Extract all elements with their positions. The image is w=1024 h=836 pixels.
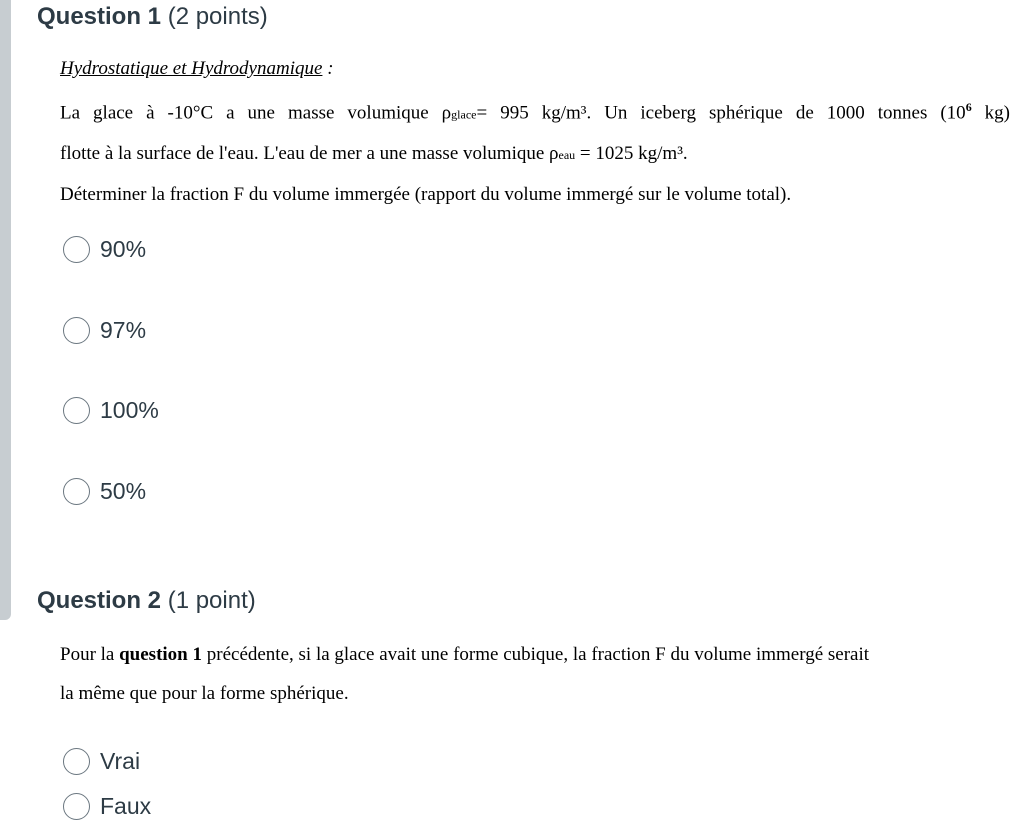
q2-text-bold: question 1 xyxy=(119,644,202,665)
question-1-topic-suffix: : xyxy=(322,58,334,79)
question-1-line-3: Déterminer la fraction F du volume immergée (rapport du volume immergé sur le volume total). xyxy=(60,184,792,206)
q1-line1-part-c: kg) xyxy=(971,102,1011,124)
option-label: Faux xyxy=(100,793,152,819)
q1-option-97[interactable] xyxy=(63,317,146,344)
question-2-title: Question 2 xyxy=(37,587,162,614)
q2-option-faux[interactable] xyxy=(63,793,151,820)
question-1-topic: Hydrostatique et Hydrodynamique xyxy=(60,58,323,79)
radio-button[interactable] xyxy=(63,478,90,505)
question-1-line-2 xyxy=(60,134,1010,175)
question-1-points: (2 points) xyxy=(167,3,268,30)
radio-button[interactable] xyxy=(63,793,90,820)
question-2-points: (1 point) xyxy=(167,587,256,614)
q1-option-90[interactable] xyxy=(63,236,146,263)
radio-button[interactable] xyxy=(63,748,90,775)
question-1-topic-line xyxy=(60,49,1010,88)
q1-line2-part-b: = 1025 kg/m³. xyxy=(575,143,688,165)
question-2-text xyxy=(60,635,1010,713)
q1-option-100[interactable] xyxy=(63,397,159,424)
question-2-line-1 xyxy=(60,635,1010,674)
q1-line2-part-a: flotte à la surface de l'eau. L'eau de mer a une masse volumique ρ xyxy=(60,143,559,165)
scrollbar[interactable] xyxy=(0,0,11,620)
q2-text-part-b: précédente, si la glace avait une forme cubique, la fraction F du volume immergé serait xyxy=(202,644,870,665)
q1-rho-eau-sub: eau xyxy=(558,148,576,163)
option-label: 90% xyxy=(100,236,147,262)
q1-option-50[interactable] xyxy=(63,478,146,505)
q2-text-part-a: Pour la xyxy=(60,644,120,665)
question-2-header xyxy=(37,587,256,615)
option-label: 97% xyxy=(100,317,147,343)
question-1-title: Question 1 xyxy=(37,3,162,30)
q1-exponent: 6 xyxy=(965,100,972,114)
question-1-header xyxy=(37,3,268,31)
radio-button[interactable] xyxy=(63,236,90,263)
q1-rho-glace-sub: glace xyxy=(451,107,477,122)
question-2-line-2: la même que pour la forme sphérique. xyxy=(60,683,349,704)
question-1-line-1 xyxy=(60,88,1010,134)
option-label: Vrai xyxy=(100,748,141,774)
option-label: 50% xyxy=(100,478,147,504)
q1-line1-part-a: La glace à -10°C a une masse volumique ρ xyxy=(60,102,452,124)
option-label: 100% xyxy=(100,397,159,423)
radio-button[interactable] xyxy=(63,317,90,344)
radio-button[interactable] xyxy=(63,397,90,424)
q2-option-vrai[interactable] xyxy=(63,748,140,775)
question-1-text xyxy=(60,49,1010,214)
q1-line1-part-b: = 995 kg/m³. Un iceberg sphérique de 1000 tonnes (10 xyxy=(476,102,966,124)
